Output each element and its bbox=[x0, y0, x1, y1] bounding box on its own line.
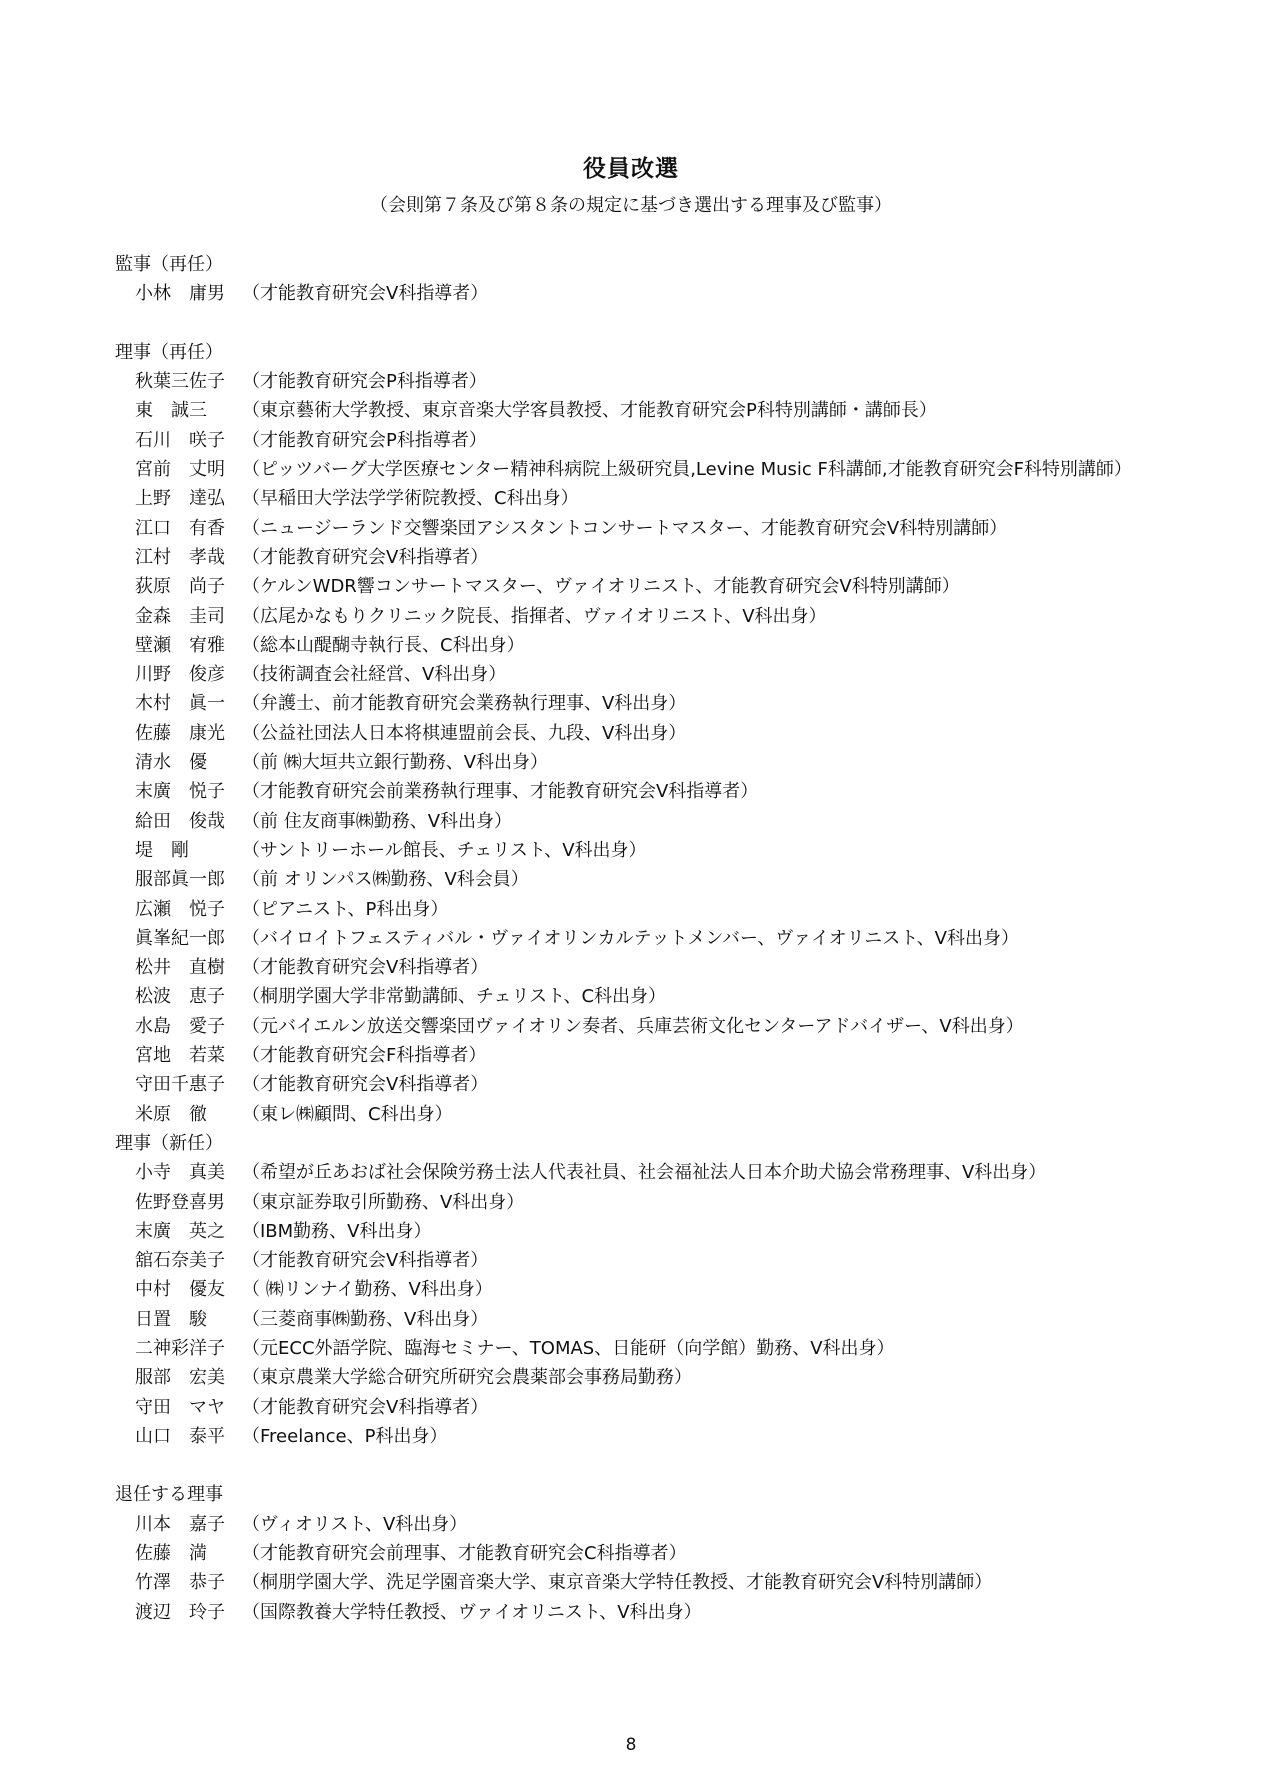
officer-description: （桐朋学園大学、洗足学園音楽大学、東京音楽大学特任教授、才能教育研究会V科特別講師） bbox=[242, 1572, 993, 1594]
officer-description: （技術調査会社経営、V科出身） bbox=[242, 664, 507, 686]
officer-row bbox=[115, 1275, 1235, 1304]
officer-row bbox=[115, 367, 1235, 396]
section-gap bbox=[115, 1451, 1235, 1480]
officer-description: （ヴィオリスト、V科出身） bbox=[242, 1513, 468, 1535]
officer-row bbox=[115, 1334, 1235, 1363]
officer-description: （三菱商事㈱勤務、V科出身） bbox=[242, 1308, 489, 1330]
officer-name: 金森 圭司 bbox=[135, 605, 225, 627]
officer-description: （桐朋学園大学非常勤講師、チェリスト、C科出身） bbox=[242, 986, 667, 1008]
officer-row bbox=[115, 1363, 1235, 1392]
officer-name: 佐藤 康光 bbox=[135, 722, 225, 744]
officer-name: 秋葉三佐子 bbox=[135, 371, 225, 393]
officer-row bbox=[115, 1188, 1235, 1217]
officer-description: （弁護士、前才能教育研究会業務執行理事、V科出身） bbox=[242, 693, 687, 715]
officer-row bbox=[115, 1539, 1235, 1568]
officer-row bbox=[115, 1568, 1235, 1597]
officer-name: 給田 俊哉 bbox=[135, 810, 225, 832]
officer-description: （Freelance、P科出身） bbox=[242, 1425, 448, 1447]
officer-row bbox=[115, 1305, 1235, 1334]
officer-row bbox=[115, 543, 1235, 572]
officer-row bbox=[115, 602, 1235, 631]
officer-row bbox=[115, 1422, 1235, 1451]
officer-name: 日置 駿 bbox=[135, 1308, 207, 1330]
officer-row bbox=[115, 1158, 1235, 1187]
officer-description: （国際教養大学特任教授、ヴァイオリニスト、V科出身） bbox=[242, 1601, 702, 1623]
officer-description: （才能教育研究会P科指導者） bbox=[242, 371, 487, 393]
officer-description: （才能教育研究会V科指導者） bbox=[242, 1396, 489, 1418]
officer-name: 堤 剛 bbox=[135, 839, 189, 861]
officer-description: （ピアニスト、P科出身） bbox=[242, 898, 449, 920]
officer-row bbox=[115, 484, 1235, 513]
page-number: 8 bbox=[625, 1735, 637, 1755]
officer-row bbox=[115, 1217, 1235, 1246]
officer-name: 舘石奈美子 bbox=[135, 1250, 225, 1272]
officer-name: 二神彩洋子 bbox=[135, 1337, 225, 1359]
officer-row bbox=[115, 982, 1235, 1011]
page-subtitle: （会則第７条及び第８条の規定に基づき選出する理事及び監事） bbox=[370, 195, 892, 216]
officer-name: 松波 恵子 bbox=[135, 986, 225, 1008]
officer-name: 服部 宏美 bbox=[135, 1367, 225, 1389]
officer-row bbox=[115, 953, 1235, 982]
officer-name: 壁瀬 宥雅 bbox=[135, 634, 225, 656]
officer-description: （サントリーホール館長、チェリスト、V科出身） bbox=[242, 839, 647, 861]
officer-name: 荻原 尚子 bbox=[135, 576, 225, 598]
officer-description: （元ECC外語学院、臨海セミナー、TOMAS、日能研（向学館）勤務、V科出身） bbox=[242, 1337, 895, 1359]
officer-description: （才能教育研究会V科指導者） bbox=[242, 1250, 489, 1272]
officer-name: 東 誠三 bbox=[135, 400, 207, 422]
officer-row bbox=[115, 1012, 1235, 1041]
officer-row bbox=[115, 748, 1235, 777]
officer-description: （才能教育研究会前理事、才能教育研究会C科指導者） bbox=[242, 1543, 687, 1565]
officer-row bbox=[115, 689, 1235, 718]
officer-description: （東京農業大学総合研究所研究会農薬部会事務局勤務） bbox=[242, 1367, 692, 1389]
officer-row bbox=[115, 895, 1235, 924]
officer-name: 眞峯紀一郎 bbox=[135, 927, 225, 949]
officer-row bbox=[115, 807, 1235, 836]
officer-name: 木村 眞一 bbox=[135, 693, 225, 715]
officer-description: （才能教育研究会前業務執行理事、才能教育研究会V科指導者） bbox=[242, 781, 759, 803]
officer-description: （ニュージーランド交響楽団アシスタントコンサートマスター、才能教育研究会V科特別講師） bbox=[242, 517, 1008, 539]
officer-name: 清水 優 bbox=[135, 752, 207, 774]
officer-description: （前 ㈱大垣共立銀行勤務、V科出身） bbox=[242, 752, 549, 774]
officer-name: 川本 嘉子 bbox=[135, 1513, 225, 1535]
officer-row bbox=[115, 660, 1235, 689]
section-gap bbox=[115, 309, 1235, 338]
officer-row bbox=[115, 1100, 1235, 1129]
officer-name: 守田千惠子 bbox=[135, 1074, 225, 1096]
officer-description: （東京藝術大学教授、東京音楽大学客員教授、才能教育研究会P科特別講師・講師長） bbox=[242, 400, 937, 422]
officer-name: 上野 達弘 bbox=[135, 488, 225, 510]
officer-description: （才能教育研究会V科指導者） bbox=[242, 957, 489, 979]
officer-name: 水島 愛子 bbox=[135, 1015, 225, 1037]
page-title: 役員改選 bbox=[583, 156, 679, 182]
section-heading: 理事（再任） bbox=[115, 341, 223, 363]
officer-row bbox=[115, 719, 1235, 748]
officer-row bbox=[115, 1393, 1235, 1422]
officer-row bbox=[115, 1510, 1235, 1539]
officer-name: 宮地 若菜 bbox=[135, 1045, 225, 1067]
officer-description: （ ㈱リンナイ勤務、V科出身） bbox=[242, 1279, 493, 1301]
officer-row bbox=[115, 1598, 1235, 1627]
officer-description: （IBM勤務、V科出身） bbox=[242, 1220, 432, 1242]
officer-row bbox=[115, 396, 1235, 425]
officer-row bbox=[115, 426, 1235, 455]
officer-name: 江口 有香 bbox=[135, 517, 225, 539]
officer-name: 宮前 丈明 bbox=[135, 459, 225, 481]
officer-name: 小林 庸男 bbox=[135, 283, 225, 305]
officer-name: 山口 泰平 bbox=[135, 1425, 225, 1447]
officer-name: 松井 直樹 bbox=[135, 957, 225, 979]
officer-row bbox=[115, 631, 1235, 660]
officer-name: 中村 優友 bbox=[135, 1279, 225, 1301]
officer-row bbox=[115, 1041, 1235, 1070]
officer-name: 佐藤 満 bbox=[135, 1543, 207, 1565]
officer-row bbox=[115, 865, 1235, 894]
officer-name: 川野 俊彦 bbox=[135, 664, 225, 686]
officer-description: （早稲田大学法学学術院教授、C科出身） bbox=[242, 488, 579, 510]
section-heading: 監事（再任） bbox=[115, 254, 223, 275]
officer-row bbox=[115, 924, 1235, 953]
officer-row bbox=[115, 1246, 1235, 1275]
officer-name: 服部眞一郎 bbox=[135, 869, 225, 891]
officer-name: 末廣 悦子 bbox=[135, 781, 225, 803]
officer-name: 末廣 英之 bbox=[135, 1220, 225, 1242]
officer-description: （公益社団法人日本将棋連盟前会長、九段、V科出身） bbox=[242, 722, 687, 744]
officer-description: （前 住友商事㈱勤務、V科出身） bbox=[242, 810, 513, 832]
officer-row bbox=[115, 836, 1235, 865]
officer-row bbox=[115, 455, 1235, 484]
officer-description: （才能教育研究会F科指導者） bbox=[242, 1045, 487, 1067]
officer-description: （才能教育研究会V科指導者） bbox=[242, 546, 489, 568]
officer-name: 竹澤 恭子 bbox=[135, 1572, 225, 1594]
officer-description: （才能教育研究会V科指導者） bbox=[242, 283, 489, 305]
section-heading: 理事（新任） bbox=[115, 1132, 223, 1154]
officer-name: 小寺 真美 bbox=[135, 1162, 225, 1184]
officer-name: 渡辺 玲子 bbox=[135, 1601, 225, 1623]
officer-name: 守田 マヤ bbox=[135, 1396, 225, 1418]
officer-name: 江村 孝哉 bbox=[135, 546, 225, 568]
officer-name: 広瀬 悦子 bbox=[135, 898, 225, 920]
officer-description: （東京証券取引所勤務、V科出身） bbox=[242, 1191, 525, 1213]
officer-description: （前 オリンパス㈱勤務、V科会員） bbox=[242, 869, 529, 891]
officer-row bbox=[115, 572, 1235, 601]
officer-description: （広尾かなもりクリニック院長、指揮者、ヴァイオリニスト、V科出身） bbox=[242, 605, 827, 627]
officer-description: （バイロイトフェスティバル・ヴァイオリンカルテットメンバー、ヴァイオリニスト、V科出身） bbox=[242, 927, 1019, 949]
officer-row bbox=[115, 514, 1235, 543]
officer-name: 佐野登喜男 bbox=[135, 1191, 225, 1213]
officer-description: （元バイエルン放送交響楽団ヴァイオリン奏者、兵庫芸術文化センターアドバイザー、V科出身） bbox=[242, 1015, 1024, 1037]
section-heading: 退任する理事 bbox=[115, 1484, 223, 1506]
officer-row bbox=[115, 1070, 1235, 1099]
officer-row bbox=[115, 279, 1235, 308]
officer-list bbox=[115, 250, 1235, 1627]
officer-description: （希望が丘あおば社会保険労務士法人代表社員、社会福祉法人日本介助犬協会常務理事、V科出身） bbox=[242, 1162, 1047, 1184]
officer-description: （才能教育研究会V科指導者） bbox=[242, 1074, 489, 1096]
officer-description: （総本山醍醐寺執行長、C科出身） bbox=[242, 634, 525, 656]
officer-name: 米原 徹 bbox=[135, 1103, 207, 1125]
officer-description: （才能教育研究会P科指導者） bbox=[242, 429, 487, 451]
officer-description: （東レ㈱顧問、C科出身） bbox=[242, 1103, 453, 1125]
officer-name: 石川 咲子 bbox=[135, 429, 225, 451]
officer-row bbox=[115, 777, 1235, 806]
officer-description: （ピッツバーグ大学医療センター精神科病院上級研究員,Levine Music F科講師,才能教育研究会F科特別講師） bbox=[242, 459, 1132, 481]
officer-description: （ケルンWDR響コンサートマスター、ヴァイオリニスト、才能教育研究会V科特別講師） bbox=[242, 576, 960, 598]
